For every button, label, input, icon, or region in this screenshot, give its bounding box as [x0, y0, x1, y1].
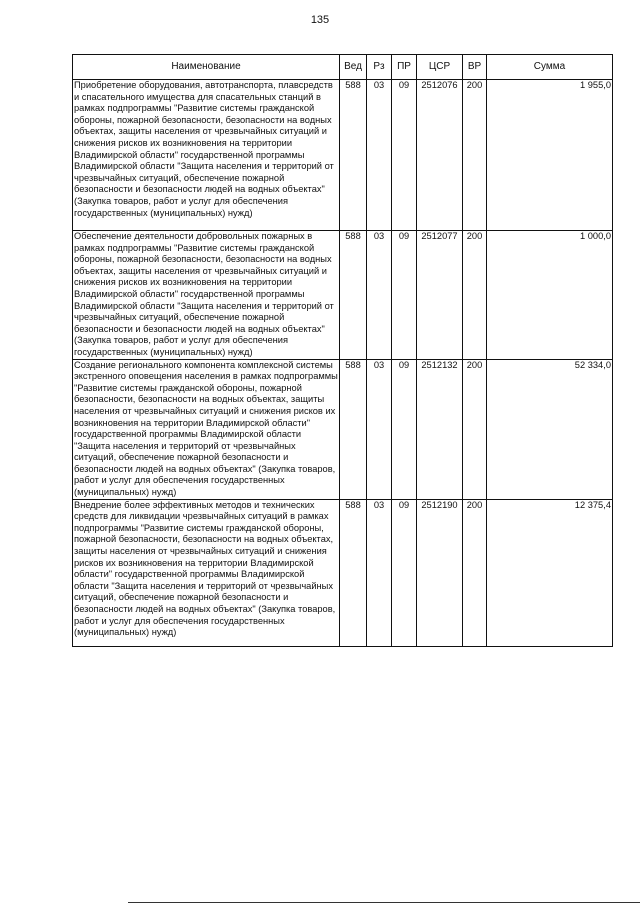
row-pr: 09	[392, 231, 417, 360]
row-pr: 09	[392, 359, 417, 499]
row-vr: 200	[463, 499, 487, 646]
row-ved: 588	[340, 231, 367, 360]
row-vr: 200	[463, 359, 487, 499]
bottom-edge-line	[128, 902, 640, 903]
row-rz: 03	[367, 359, 392, 499]
row-name: Приобретение оборудования, автотранспорта, плавсредств и спасательного имущества для спасательных станций в рамках подпрограммы "Развитие системы гражданской обороны, пожарной безопасности, безопасности на водных объектах, защиты населения от чрезвычайных ситуаций и снижения рисков их возникновения на территории Владимирской области" государственной программы Владимирской области "Защита населения и территорий от чрезвычайных ситуаций, обеспечение пожарной безопасности и безопасности людей на водных объектах" (Закупка товаров, работ и услуг для обеспечения государственных (муниципальных) нужд)	[73, 80, 340, 231]
row-rz: 03	[367, 499, 392, 646]
row-pr: 09	[392, 80, 417, 231]
table-header-row	[73, 55, 613, 80]
row-name: Обеспечение деятельности добровольных пожарных в рамках подпрограммы "Развитие системы гражданской обороны, пожарной безопасности, безопасности на водных объектах, защиты населения от чрезвычайных ситуаций и снижения рисков их возникновения на территории Владимирской области" государственной программы Владимирской области "Защита населения и территорий от чрезвычайных ситуаций, обеспечение пожарной безопасности и безопасности людей на водных объектах" (Закупка товаров, работ и услуг для обеспечения государственных (муниципальных) нужд)	[73, 231, 340, 360]
header-pr: ПР	[392, 55, 417, 80]
row-csr: 2512132	[417, 359, 463, 499]
table-row	[73, 231, 613, 360]
row-ved: 588	[340, 80, 367, 231]
row-name: Внедрение более эффективных методов и технических средств для ликвидации чрезвычайных ситуаций в рамках подпрограммы "Развитие системы гражданской обороны, пожарной безопасности, безопасности на водных объектах, защиты населения от чрезвычайных ситуаций и снижения рисков их возникновения на территории Владимирской области" государственной программы Владимирской области "Защита населения и территорий от чрезвычайных ситуаций, обеспечение пожарной безопасности и безопасности людей на водных объектах" (Закупка товаров, работ и услуг для обеспечения государственных (муниципальных) нужд)	[73, 499, 340, 646]
row-name: Создание регионального компонента комплексной системы экстренного оповещения населения в рамках подпрограммы "Развитие системы гражданской обороны, пожарной безопасности, безопасности на водных объектах, защиты населения от чрезвычайных ситуаций и снижения рисков их возникновения на территории Владимирской области" государственной программы Владимирской области "Защита населения и территорий от чрезвычайных ситуаций, обеспечение пожарной безопасности и безопасности людей на водных объектах" (Закупка товаров, работ и услуг для обеспечения государственных (муниципальных) нужд)	[73, 359, 340, 499]
row-csr: 2512190	[417, 499, 463, 646]
table-row	[73, 80, 613, 231]
header-csr: ЦСР	[417, 55, 463, 80]
row-sum: 1 955,0	[487, 80, 613, 231]
row-rz: 03	[367, 80, 392, 231]
header-ved: Вед	[340, 55, 367, 80]
row-ved: 588	[340, 499, 367, 646]
row-sum: 52 334,0	[487, 359, 613, 499]
row-sum: 12 375,4	[487, 499, 613, 646]
row-ved: 588	[340, 359, 367, 499]
header-sum: Сумма	[487, 55, 613, 80]
row-vr: 200	[463, 231, 487, 360]
row-sum: 1 000,0	[487, 231, 613, 360]
page-number: 135	[310, 14, 330, 26]
row-csr: 2512077	[417, 231, 463, 360]
budget-table	[72, 54, 613, 647]
header-name: Наименование	[73, 55, 340, 80]
row-rz: 03	[367, 231, 392, 360]
row-csr: 2512076	[417, 80, 463, 231]
row-vr: 200	[463, 80, 487, 231]
table-row	[73, 359, 613, 499]
table-row	[73, 499, 613, 646]
header-rz: Рз	[367, 55, 392, 80]
header-vr: ВР	[463, 55, 487, 80]
row-pr: 09	[392, 499, 417, 646]
